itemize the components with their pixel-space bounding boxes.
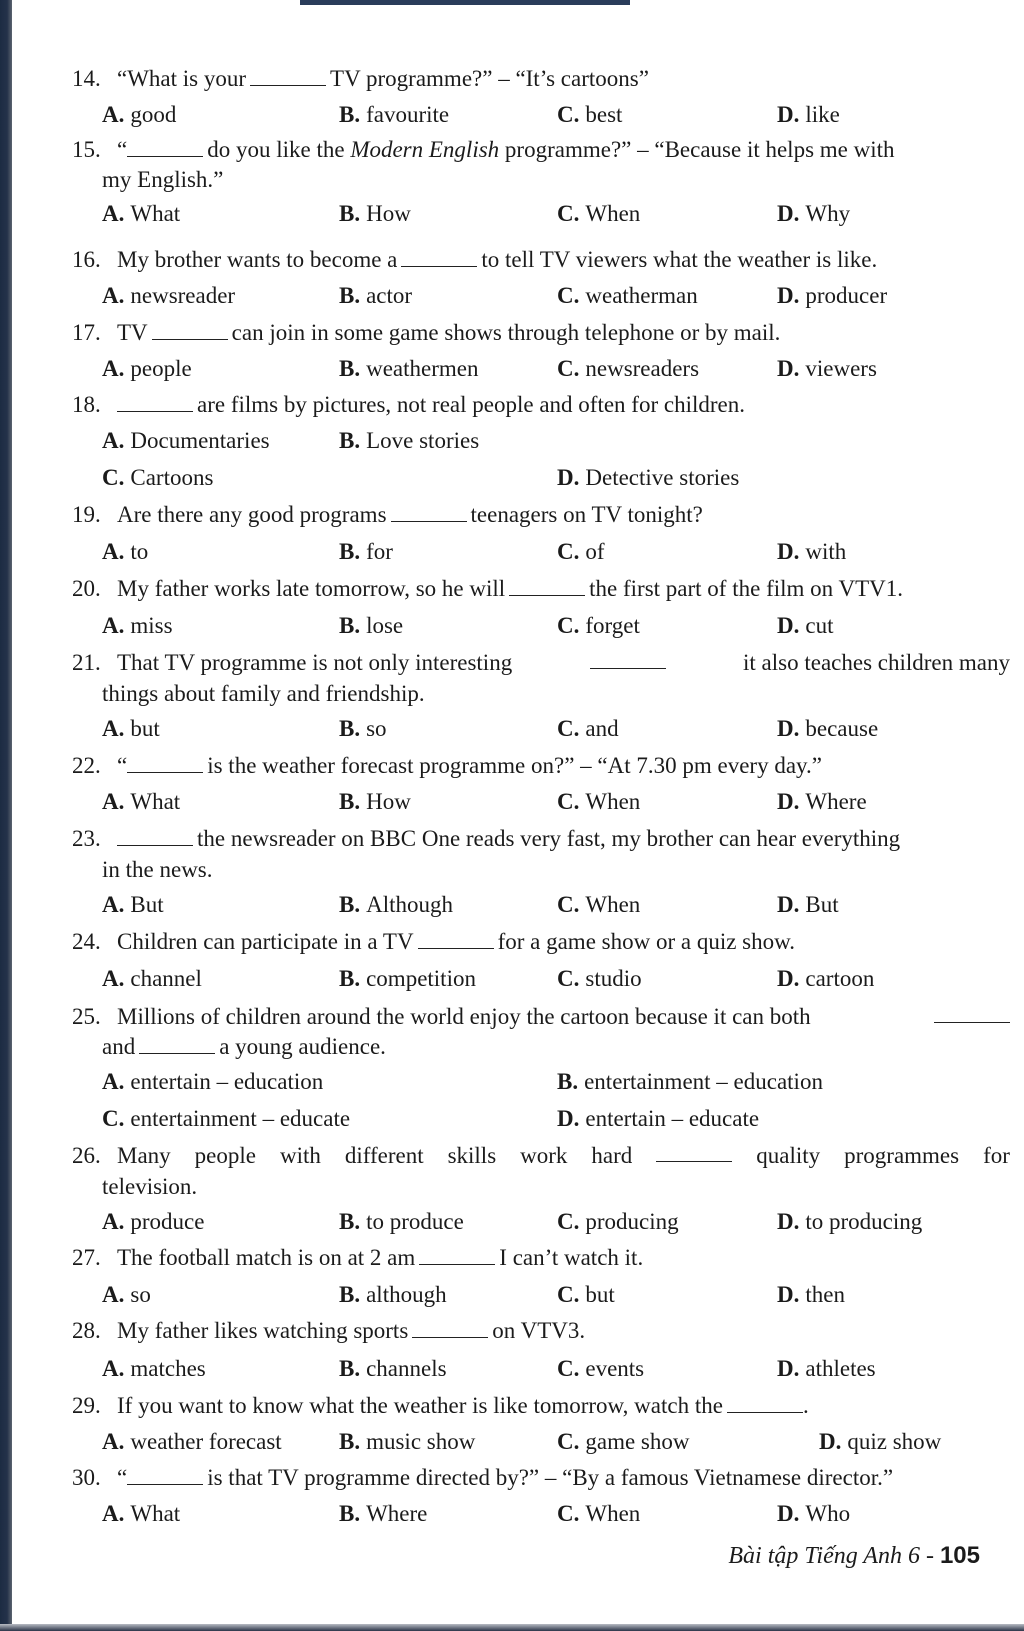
option-d[interactable]: D. cartoon: [777, 966, 875, 991]
option-b[interactable]: B. for: [339, 539, 393, 564]
options-27: [72, 1278, 1010, 1312]
answer-blank: [418, 926, 494, 949]
question-23-continuation: in the news.: [102, 857, 213, 882]
question-number: 25.: [72, 1004, 101, 1029]
option-c[interactable]: C. When: [557, 1501, 641, 1526]
option-a[interactable]: A. to: [102, 539, 149, 564]
options-24: [72, 962, 1010, 996]
question-stem: My father works late tomorrow, so he will the first part of the film on VTV1.: [117, 572, 903, 606]
question-stem: If you want to know what the weather is like tomorrow, watch the .: [117, 1389, 809, 1423]
options-21: [72, 712, 1010, 746]
question-15-continuation: my English.”: [102, 167, 224, 192]
option-d[interactable]: D. athletes: [777, 1356, 876, 1381]
option-d[interactable]: D. But: [777, 892, 839, 917]
option-b[interactable]: B. favourite: [339, 102, 450, 127]
question-18: [72, 388, 1010, 422]
option-a[interactable]: A. so: [102, 1282, 151, 1307]
answer-blank: [412, 1315, 488, 1338]
option-b[interactable]: B. Where: [339, 1501, 428, 1526]
question-stem: are films by pictures, not real people and often for children.: [117, 388, 745, 422]
options-18-row2: [72, 461, 1010, 495]
option-a[interactable]: A. weather forecast: [102, 1429, 282, 1454]
option-c[interactable]: C. entertainment – educate: [102, 1106, 351, 1131]
option-d[interactable]: D. like: [777, 102, 840, 127]
answer-blank: [117, 823, 193, 846]
option-a[interactable]: A. What: [102, 789, 181, 814]
book-title: Bài tập Tiếng Anh 6 -: [728, 1543, 934, 1569]
options-17: [72, 352, 1010, 386]
option-a[interactable]: A. matches: [102, 1356, 206, 1381]
question-24: [72, 925, 1010, 959]
option-c[interactable]: C. studio: [557, 966, 642, 991]
answer-blank: [250, 63, 326, 86]
option-b[interactable]: B. so: [339, 716, 387, 741]
question-number: 22.: [72, 753, 101, 778]
page-number: 105: [939, 1542, 980, 1569]
question-25: [72, 1000, 1010, 1034]
question-stem: “What is your TV programme?” – “It’s cartoons”: [117, 62, 649, 96]
option-b[interactable]: B. entertainment – education: [557, 1069, 823, 1094]
question-23: [72, 822, 1010, 856]
question-28: [72, 1314, 1010, 1348]
question-stem: Children can participate in a TV for a game show or a quiz show.: [117, 925, 795, 959]
question-26: [72, 1139, 1010, 1173]
option-d[interactable]: D. quiz show: [819, 1429, 942, 1454]
answer-blank: [509, 573, 585, 596]
option-d[interactable]: D. to producing: [777, 1209, 923, 1234]
option-d[interactable]: D. Detective stories: [557, 465, 740, 490]
option-a[interactable]: A. What: [102, 1501, 181, 1526]
answer-blank: [391, 499, 467, 522]
answer-blank: [127, 1462, 203, 1485]
options-30: [72, 1497, 1010, 1531]
option-c[interactable]: C. newsreaders: [557, 356, 700, 381]
option-d[interactable]: D. cut: [777, 613, 834, 638]
option-b[interactable]: B. to produce: [339, 1209, 464, 1234]
question-stem: Many people with different skills work hard quality programmes for: [117, 1139, 1010, 1173]
question-number: 19.: [72, 502, 101, 527]
question-21-continuation: things about family and friendship.: [102, 681, 425, 706]
option-c[interactable]: C. When: [557, 201, 641, 226]
question-26-continuation: television.: [102, 1174, 198, 1199]
option-b[interactable]: B. How: [339, 789, 411, 814]
option-c[interactable]: C. Cartoons: [102, 465, 214, 490]
question-stem: That TV programme is not only interesting it also teaches children many: [117, 646, 1010, 680]
answer-blank: [401, 244, 477, 267]
question-number: 30.: [72, 1465, 101, 1490]
answer-blank: [127, 134, 203, 157]
option-a[interactable]: A. good: [102, 102, 177, 127]
options-28: [72, 1352, 1010, 1386]
question-number: 16.: [72, 247, 101, 272]
option-d[interactable]: D. viewers: [777, 356, 877, 381]
options-19: [72, 535, 1010, 569]
option-b[interactable]: B. actor: [339, 283, 413, 308]
option-d[interactable]: D. producer: [777, 283, 888, 308]
page-footer: [728, 1539, 980, 1573]
answer-blank: [139, 1031, 215, 1054]
option-c[interactable]: C. but: [557, 1282, 615, 1307]
option-a[interactable]: A. entertain – education: [102, 1069, 324, 1094]
question-stem: Are there any good programs teenagers on TV tonight?: [117, 498, 703, 532]
option-b[interactable]: B. channels: [339, 1356, 447, 1381]
question-number: 17.: [72, 320, 101, 345]
options-20: [72, 609, 1010, 643]
option-c[interactable]: C. and: [557, 716, 619, 741]
option-d[interactable]: D. Where: [777, 789, 867, 814]
option-c[interactable]: C. producing: [557, 1209, 679, 1234]
option-d[interactable]: D. Why: [777, 201, 851, 226]
answer-blank: [419, 1242, 495, 1265]
question-number: 18.: [72, 392, 101, 417]
question-number: 28.: [72, 1318, 101, 1343]
option-c[interactable]: C. best: [557, 102, 623, 127]
option-d[interactable]: D. because: [777, 716, 879, 741]
option-a[interactable]: A. channel: [102, 966, 202, 991]
option-b[interactable]: B. Love stories: [339, 428, 480, 453]
option-c[interactable]: C. events: [557, 1356, 645, 1381]
question-15: [72, 133, 1010, 167]
question-number: 27.: [72, 1245, 101, 1270]
answer-blank: [127, 750, 203, 773]
option-d[interactable]: D. entertain – educate: [557, 1106, 760, 1131]
option-b[interactable]: B. although: [339, 1282, 447, 1307]
question-16: [72, 243, 1010, 277]
option-a[interactable]: A. newsreader: [102, 283, 236, 308]
question-number: 15.: [72, 137, 101, 162]
question-20: [72, 572, 1010, 606]
options-22: [72, 785, 1010, 819]
options-14: [72, 98, 1010, 132]
option-d[interactable]: D. then: [777, 1282, 845, 1307]
options-18-row1: [72, 424, 1010, 458]
question-25-continuation: and a young audience.: [102, 1030, 386, 1064]
option-c[interactable]: C. When: [557, 789, 641, 814]
question-14: [72, 62, 1010, 96]
question-stem: The football match is on at 2 am I can’t watch it.: [117, 1241, 643, 1275]
question-stem: My brother wants to become a to tell TV viewers what the weather is like.: [117, 243, 877, 277]
question-27: [72, 1241, 1010, 1275]
question-number: 14.: [72, 66, 101, 91]
question-number: 20.: [72, 576, 101, 601]
answer-blank: [117, 389, 193, 412]
option-c[interactable]: C. weatherman: [557, 283, 698, 308]
question-30: [72, 1461, 1010, 1495]
question-stem: TV can join in some game shows through telephone or by mail.: [117, 316, 780, 350]
answer-blank: [656, 1139, 732, 1162]
option-a[interactable]: A. miss: [102, 613, 173, 638]
question-29: [72, 1389, 1010, 1423]
question-stem: the newsreader on BBC One reads very fast, my brother can hear everything: [117, 822, 900, 856]
option-a[interactable]: A. Documentaries: [102, 428, 270, 453]
answer-blank: [152, 317, 228, 340]
question-number: 21.: [72, 650, 101, 675]
question-stem: “ do you like the Modern English programme?” – “Because it helps me with: [117, 133, 895, 167]
option-b[interactable]: B. How: [339, 201, 411, 226]
answer-blank: [934, 1000, 1010, 1023]
question-number: 29.: [72, 1393, 101, 1418]
option-c[interactable]: C. of: [557, 539, 605, 564]
option-b[interactable]: B. weathermen: [339, 356, 479, 381]
option-a[interactable]: A. but: [102, 716, 160, 741]
option-a[interactable]: A. produce: [102, 1209, 205, 1234]
question-stem: “ is that TV programme directed by?” – “By a famous Vietnamese director.”: [117, 1461, 893, 1495]
option-c[interactable]: C. When: [557, 892, 641, 917]
option-a[interactable]: A. What: [102, 201, 181, 226]
option-a[interactable]: A. But: [102, 892, 164, 917]
options-23: [72, 888, 1010, 922]
question-number: 26.: [72, 1143, 101, 1168]
option-b[interactable]: B. competition: [339, 966, 476, 991]
option-b[interactable]: B. music show: [339, 1429, 476, 1454]
options-26: [72, 1205, 1010, 1239]
options-25-row2: [72, 1102, 1010, 1136]
option-d[interactable]: D. with: [777, 539, 847, 564]
question-21: [72, 646, 1010, 680]
option-b[interactable]: B. lose: [339, 613, 404, 638]
question-number: 24.: [72, 929, 101, 954]
option-c[interactable]: C. game show: [557, 1429, 690, 1454]
question-22: [72, 749, 1010, 783]
question-number: 23.: [72, 826, 101, 851]
options-16: [72, 279, 1010, 313]
option-c[interactable]: C. forget: [557, 613, 640, 638]
question-stem: “ is the weather forecast programme on?” – “At 7.30 pm every day.”: [117, 749, 822, 783]
answer-blank: [590, 646, 666, 669]
option-b[interactable]: B. Although: [339, 892, 453, 917]
option-d[interactable]: D. Who: [777, 1501, 851, 1526]
option-a[interactable]: A. people: [102, 356, 192, 381]
answer-blank: [727, 1390, 803, 1413]
question-stem: Millions of children around the world enjoy the cartoon because it can both: [117, 1000, 1010, 1034]
question-19: [72, 498, 1010, 532]
question-17: [72, 316, 1010, 350]
options-29: [72, 1425, 1010, 1459]
options-25-row1: [72, 1065, 1010, 1099]
question-stem: My father likes watching sports on VTV3.: [117, 1314, 585, 1348]
options-15: [72, 197, 1010, 231]
